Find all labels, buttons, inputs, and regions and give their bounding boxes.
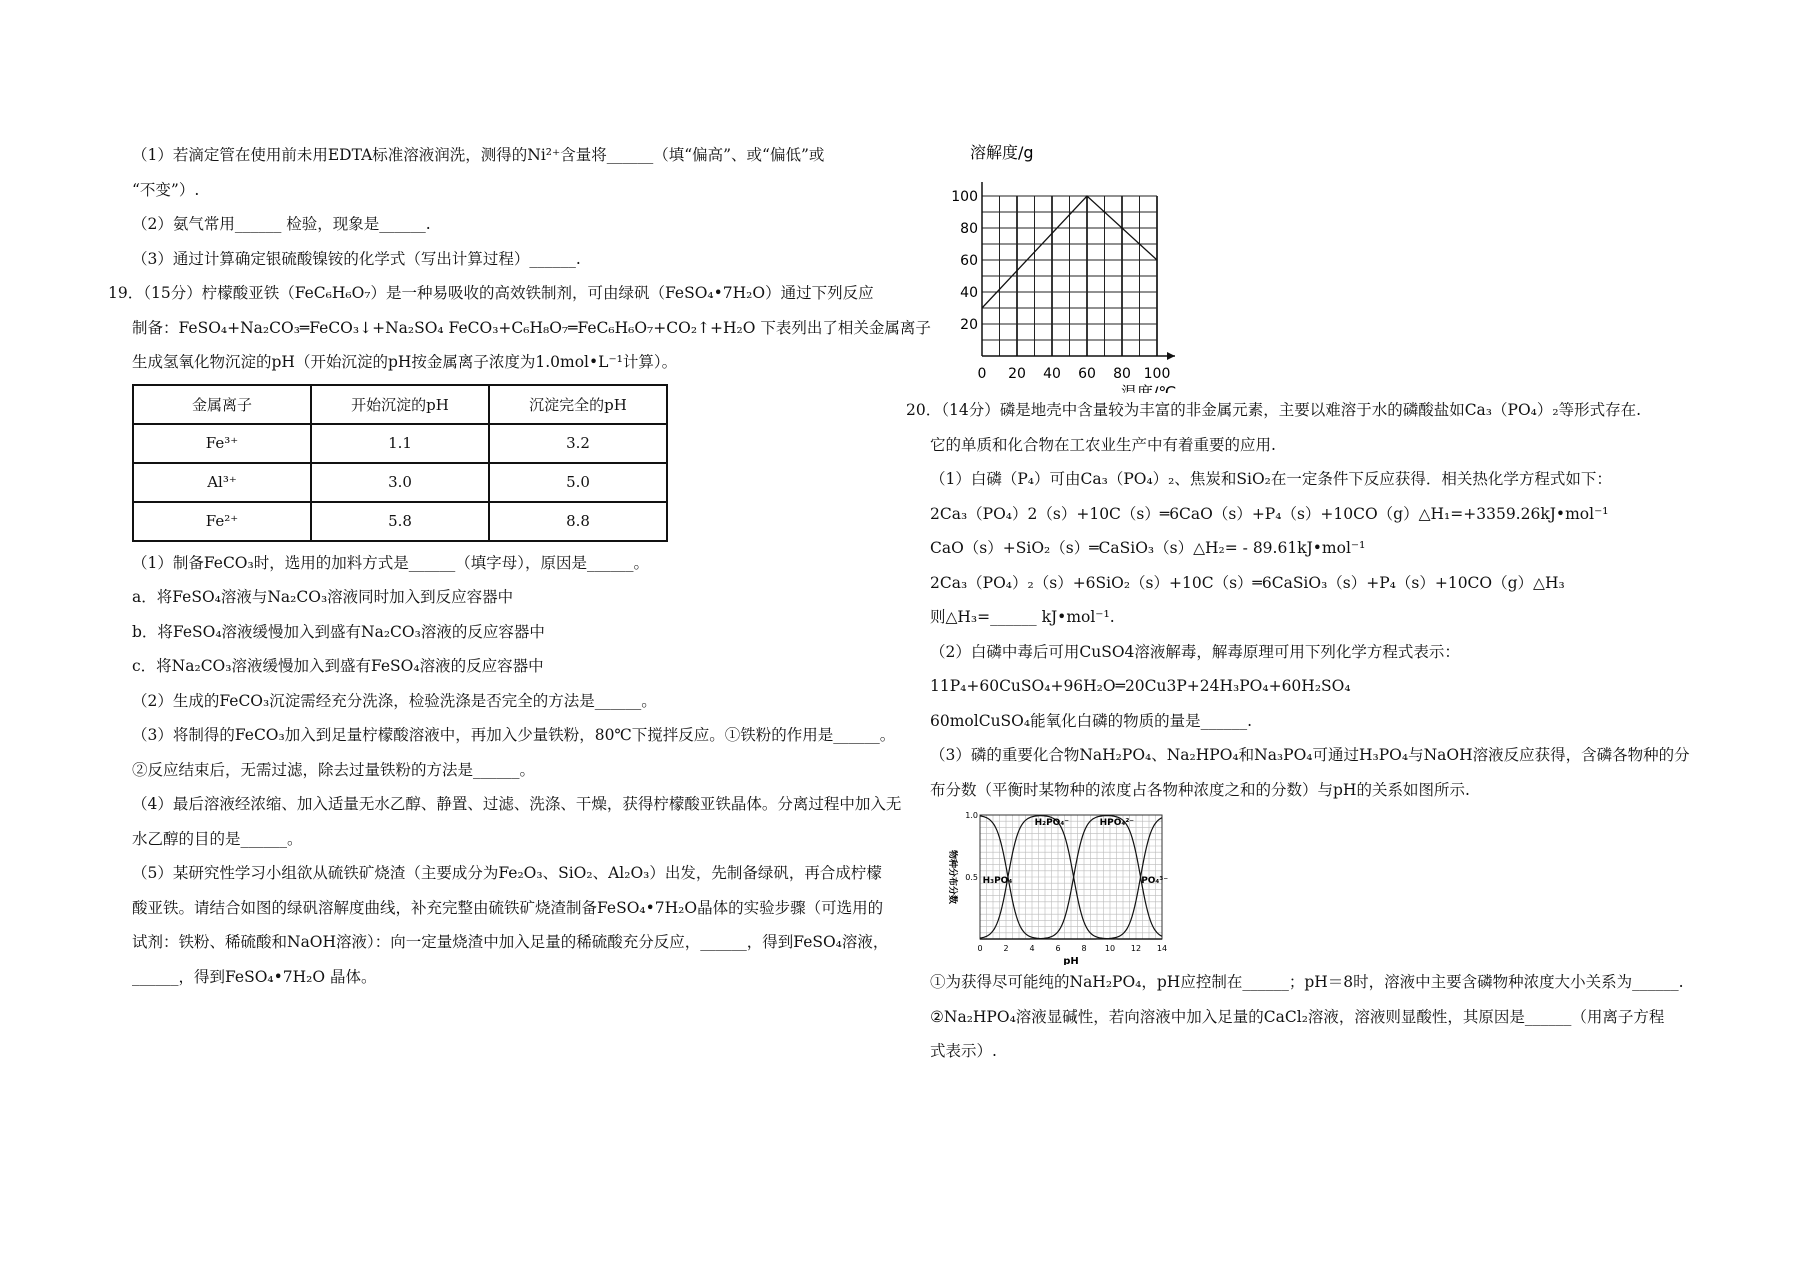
- y-tick-label: 60: [960, 253, 978, 269]
- y-tick-label: 20: [960, 317, 978, 333]
- y-axis-label: 物种分布分数: [947, 849, 957, 905]
- text-line: （1）制备FeCO₃时，选用的加料方式是______（填字母），原因是______。: [132, 553, 649, 572]
- x-axis-arrow: [1167, 352, 1175, 360]
- x-axis-label: 温度/℃: [1121, 383, 1177, 393]
- x-tick-label: 8: [1081, 944, 1087, 953]
- q19-line: 制备：FeSO₄+Na₂CO₃═FeCO₃↓+Na₂SO₄ FeCO₃+C₆H₈O₇═FeC₆H₆O₇+CO₂↑+H₂O 下表列出了相关金属离子: [132, 318, 931, 337]
- x-tick-label: 4: [1029, 944, 1035, 953]
- y-axis-label: 溶解度/g: [970, 143, 1034, 162]
- ph-table: [132, 384, 668, 542]
- table-cell: 5.0: [489, 463, 667, 502]
- q20-line: 60molCuSO₄能氧化白磷的物质的量是______.: [930, 711, 1253, 730]
- text-line: c．将Na₂CO₃溶液缓慢加入到盛有FeSO₄溶液的反应容器中: [132, 657, 544, 675]
- right-column: [906, 138, 1720, 1069]
- table-cell: Fe²⁺: [133, 502, 311, 541]
- table-header-cell: 金属离子: [133, 385, 311, 424]
- x-tick-label: 0: [977, 366, 987, 382]
- text-line: ______，得到FeSO₄•7H₂O 晶体。: [132, 967, 377, 986]
- text-line: ②Na₂HPO₄溶液显碱性，若向溶液中加入足量的CaCl₂溶液，溶液则显酸性，其原因是______（用离子方程: [930, 1007, 1665, 1026]
- text-line: 试剂：铁粉、稀硫酸和NaOH溶液）：向一定量烧渣中加入足量的稀硫酸充分反应，______，得到FeSO₄溶液，: [132, 933, 889, 951]
- table-cell: 1.1: [311, 424, 489, 463]
- text-line: ①为获得尽可能纯的NaH₂PO₄，pH应控制在______；pH＝8时，溶液中主要含磷物种浓度大小关系为______.: [930, 973, 1684, 991]
- text-line: ②反应结束后，无需过滤，除去过量铁粉的方法是______。: [132, 760, 536, 779]
- table-cell: 5.8: [311, 502, 489, 541]
- q19-line: 生成氢氧化物沉淀的pH（开始沉淀的pH按金属离子浓度为1.0mol•L⁻¹计算）。: [132, 353, 678, 371]
- left-column: [108, 138, 931, 994]
- x-tick-label: 12: [1130, 944, 1142, 953]
- table-cell: Fe³⁺: [133, 424, 311, 463]
- y-tick-label: 1.0: [965, 811, 978, 820]
- table-row: [133, 502, 667, 541]
- distribution-chart-svg: [930, 807, 1200, 965]
- q20-line: 2Ca₃（PO₄）2（s）+10C（s）═6CaO（s）+P₄（s）+10CO（g）△H₁=+3359.26kJ•mol⁻¹: [930, 504, 1609, 523]
- text-line: b．将FeSO₄溶液缓慢加入到盛有Na₂CO₃溶液的反应容器中: [132, 622, 545, 641]
- text-line: （1）若滴定管在使用前未用EDTA标准溶液润洗，测得的Ni²⁺含量将______（填“偏高”、或“偏低”或: [132, 146, 825, 164]
- x-tick-label: 10: [1104, 944, 1116, 953]
- text-line: （2）生成的FeCO₃沉淀需经充分洗涤，检验洗涤是否完全的方法是______。: [132, 691, 657, 710]
- species-label: PO₄³⁻: [1141, 876, 1169, 887]
- q20-subquestions: [930, 965, 1720, 1069]
- text-line: （3）将制得的FeCO₃加入到足量柠檬酸溶液中，再加入少量铁粉，80℃下搅拌反应。①铁粉的作用是______。: [132, 726, 896, 744]
- x-tick-label: 0: [977, 944, 983, 953]
- q20-line: CaO（s）+SiO₂（s）═CaSiO₃（s）△H₂= - 89.61kJ•mol⁻¹: [930, 539, 1366, 557]
- q20-line: 则△H₃=______ kJ•mol⁻¹.: [930, 608, 1115, 626]
- text-line: （5）某研究性学习小组欲从硫铁矿烧渣（主要成分为Fe₂O₃、SiO₂、Al₂O₃）出发，先制备绿矾，再合成柠檬: [132, 864, 882, 882]
- table-cell: Al³⁺: [133, 463, 311, 502]
- x-tick-label: 80: [1113, 366, 1131, 382]
- distribution-chart: [930, 807, 1720, 965]
- y-tick-label: 80: [960, 221, 978, 237]
- x-tick-label: 6: [1055, 944, 1061, 953]
- text-line: “不变”）.: [132, 180, 200, 199]
- species-label: H₂PO₄⁻: [1034, 817, 1070, 828]
- x-tick-label: 60: [1078, 366, 1096, 382]
- q20-line: 布分数（平衡时某物种的浓度占各物种浓度之和的分数）与pH的关系如图所示.: [930, 780, 1470, 799]
- y-tick-label: 0.5: [965, 873, 978, 882]
- x-axis-label: pH: [1063, 956, 1079, 965]
- text-line: 式表示）.: [930, 1042, 997, 1060]
- table-header-cell: 开始沉淀的pH: [311, 385, 489, 424]
- species-label: H₃PO₄: [982, 876, 1013, 887]
- q18-subquestions: [132, 138, 902, 276]
- table-header-cell: 沉淀完全的pH: [489, 385, 667, 424]
- q20-line: 20．（14分）磷是地壳中含量较为丰富的非金属元素，主要以难溶于水的磷酸盐如Ca₃（PO₄）₂等形式存在.: [906, 401, 1642, 419]
- text-line: a．将FeSO₄溶液与Na₂CO₃溶液同时加入到反应容器中: [132, 588, 514, 606]
- solubility-chart-svg: [930, 138, 1190, 393]
- x-tick-label: 20: [1008, 366, 1026, 382]
- table-row: [133, 463, 667, 502]
- text-line: （2）氨气常用______ 检验，现象是______.: [132, 215, 431, 233]
- text-line: 水乙醇的目的是______。: [132, 829, 303, 848]
- q20-line: （3）磷的重要化合物NaH₂PO₄、Na₂HPO₄和Na₃PO₄可通过H₃PO₄与NaOH溶液反应获得，含磷各物种的分: [930, 746, 1690, 764]
- text-line: 酸亚铁。请结合如图的绿矾溶解度曲线，补充完整由硫铁矿烧渣制备FeSO₄•7H₂O晶体的实验步骤（可选用的: [132, 898, 884, 917]
- question-20: [906, 393, 1720, 807]
- q20-line: 它的单质和化合物在工农业生产中有着重要的应用.: [930, 435, 1276, 454]
- solubility-chart: [930, 138, 1720, 393]
- table-cell: 3.0: [311, 463, 489, 502]
- q20-line: （2）白磷中毒后可用CuSO4溶液解毒，解毒原理可用下列化学方程式表示：: [930, 642, 1460, 661]
- table-cell: 3.2: [489, 424, 667, 463]
- table-cell: 8.8: [489, 502, 667, 541]
- x-tick-label: 14: [1156, 944, 1168, 953]
- text-line: （3）通过计算确定银硫酸镍铵的化学式（写出计算过程）______.: [132, 249, 581, 268]
- text-line: （4）最后溶液经浓缩、加入适量无水乙醇、静置、过滤、洗涤、干燥，获得柠檬酸亚铁晶体。分离过程中加入无: [132, 795, 902, 813]
- species-label: HPO₄²⁻: [1099, 817, 1135, 828]
- q20-line: （1）白磷（P₄）可由Ca₃（PO₄）₂、焦炭和SiO₂在一定条件下反应获得．相关热化学方程式如下：: [930, 470, 1612, 488]
- q20-line: 2Ca₃（PO₄）₂（s）+6SiO₂（s）+10C（s）═6CaSiO₃（s）+P₄（s）+10CO（g）△H₃: [930, 573, 1565, 592]
- y-tick-label: 100: [951, 189, 978, 205]
- question-19: [108, 276, 931, 380]
- x-tick-label: 2: [1003, 944, 1009, 953]
- x-tick-label: 40: [1043, 366, 1061, 382]
- y-tick-label: 40: [960, 285, 978, 301]
- q20-line: 11P₄+60CuSO₄+96H₂O═20Cu3P+24H₃PO₄+60H₂SO₄: [930, 677, 1351, 695]
- q19-subquestions: [132, 546, 902, 995]
- table-row: [133, 424, 667, 463]
- q19-line: 19．（15分）柠檬酸亚铁（FeC₆H₆O₇）是一种易吸收的高效铁制剂，可由绿矾（FeSO₄•7H₂O）通过下列反应: [108, 284, 874, 302]
- x-tick-label: 100: [1143, 366, 1171, 382]
